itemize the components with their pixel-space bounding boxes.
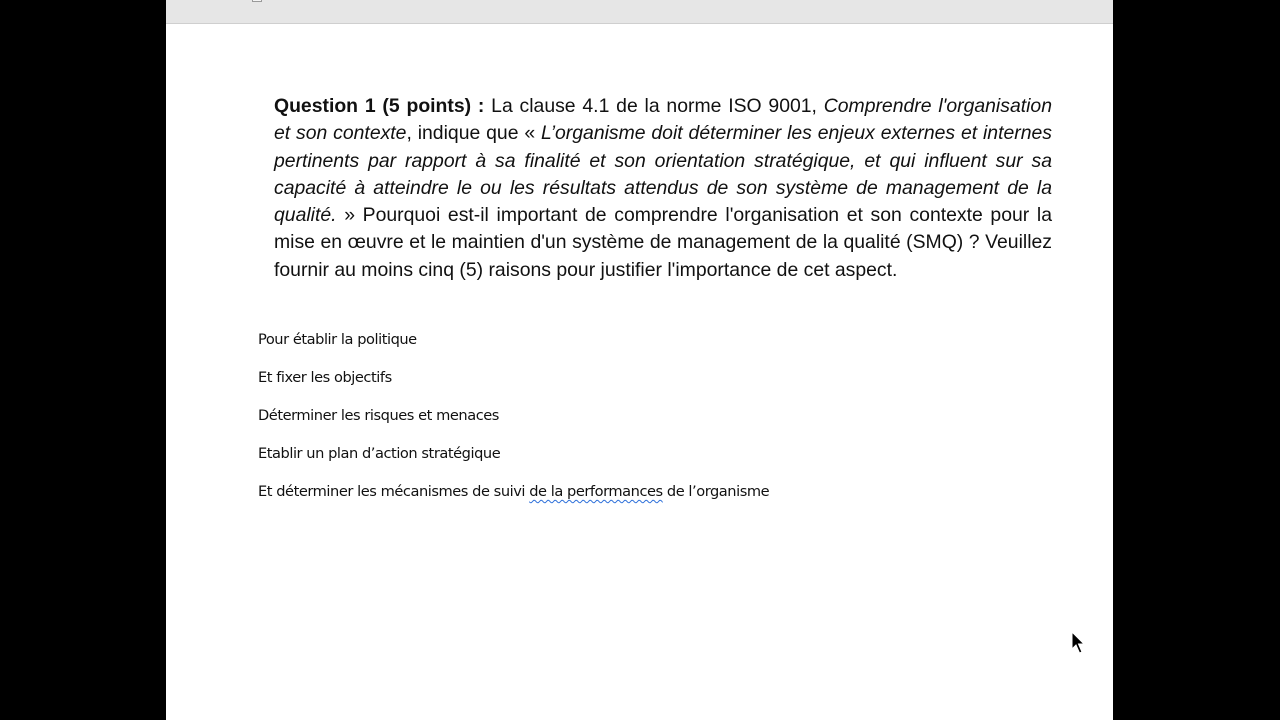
question-text-1: La clause 4.1 de la norme ISO 9001, — [484, 95, 824, 117]
document-window — [166, 0, 1113, 720]
question-text-3: » Pourquoi est-il important de comprendre l'organisation et son contexte pour la mise en œuvre et le maintien d'un système de management de la qualité (SMQ) ? Veuillez fournir au moins cinq (5) raisons pour justifier l'importance de cet aspect. — [274, 204, 1052, 281]
question-label: Question 1 (5 points) : — [274, 95, 485, 117]
answer-line[interactable]: Etablir un plan d’action stratégique — [258, 445, 501, 462]
clause-title: Comprendre l'organisation et son contexte — [274, 95, 1052, 145]
answer-list — [258, 328, 769, 518]
ruler-strip — [166, 0, 1113, 24]
document-page[interactable] — [166, 24, 1113, 720]
arrow-pointer-icon — [1071, 631, 1087, 655]
question-text-2: , indique que « — [406, 122, 541, 145]
answer-text-before: Et déterminer les mécanismes de suivi — [258, 483, 530, 500]
clause-quote: L’organisme doit déterminer les enjeux externes et internes pertinents par rapport à sa finalité et son orientation stratégique, et qui influent sur sa capacité à atteindre le ou les résultats attendus de son système de management de la qualité. — [274, 122, 1052, 227]
answer-line[interactable]: Déterminer les risques et menaces — [258, 407, 499, 424]
answer-line[interactable]: Pour établir la politique — [258, 331, 417, 348]
grammar-flagged-text[interactable]: de la performances — [529, 483, 663, 500]
answer-line[interactable] — [258, 480, 769, 518]
question-paragraph — [274, 93, 1052, 284]
indent-marker-icon[interactable] — [252, 0, 262, 2]
answer-line[interactable]: Et fixer les objectifs — [258, 369, 392, 386]
answer-text-after: de l’organisme — [662, 483, 770, 500]
